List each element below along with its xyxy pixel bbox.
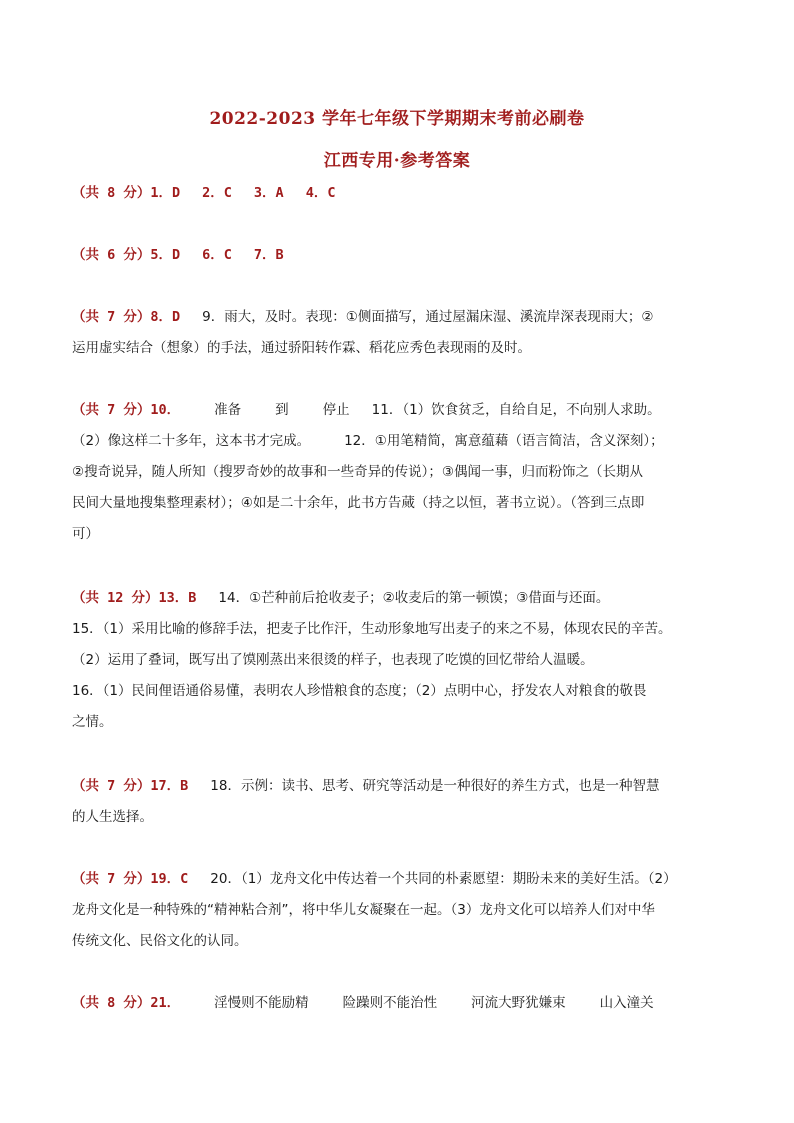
section-2-score: （共 6 分） xyxy=(72,247,151,263)
section-4-score: （共 7 分） xyxy=(72,402,151,418)
answer-13: 13．B xyxy=(158,590,197,606)
section-7 xyxy=(72,864,732,895)
section-4 xyxy=(72,395,732,426)
answer-16: 16．（1）民间俚语通俗易懂，表明农人珍惜粮食的态度；（2）点明中心，抒发农人对粮食的敬畏 xyxy=(72,683,647,699)
question-10: 10． xyxy=(150,402,181,418)
answer-16-part-2: 之情。 xyxy=(72,714,113,730)
answer-21-line-4: 山入潼关 xyxy=(599,995,654,1011)
answer-15: 15．（1）采用比喻的修辞手法，把麦子比作汗，生动形象地写出麦子的来之不易，体现农民的辛苦。 xyxy=(72,621,672,637)
answer-5: 5．D xyxy=(150,247,181,263)
answer-19: 19．C xyxy=(150,871,189,887)
section-3 xyxy=(72,302,732,333)
section-2 xyxy=(72,240,732,271)
section-4-line-3: ②搜奇说异，随人所知（搜罗奇妙的故事和一些奇异的传说）；③偶闻一事，归而粉饰之（长期从 xyxy=(72,464,643,480)
answer-18: 18．示例：读书、思考、研究等活动是一种很好的养生方式，也是一种智慧 xyxy=(210,778,660,794)
question-21: 21． xyxy=(150,995,181,1011)
section-6-line-2: 的人生选择。 xyxy=(72,809,153,825)
answer-4: 4．C xyxy=(305,185,336,201)
answer-20: 20．（1）龙舟文化中传达着一个共同的朴素愿望：期盼未来的美好生活。（2） xyxy=(210,871,677,887)
answer-11: 11．（1）饮食贫乏，自给自足，不向别人求助。 xyxy=(371,402,661,418)
answer-10-word-1: 准备 xyxy=(214,402,242,418)
answer-8: 8．D xyxy=(150,309,181,325)
answer-14: 14．①芒种前后抢收麦子；②收麦后的第一顿馍；③借面与还面。 xyxy=(218,590,610,606)
answer-11-part-2: （2）像这样二十多年，这本书才完成。 xyxy=(72,433,311,449)
answer-21-line-2: 险躁则不能治性 xyxy=(342,995,438,1011)
section-4-line-4: 民间大量地搜集整理素材）；④如是二十余年，此书方告蒇（持之以恒，著书立说）。（答到三点即 xyxy=(72,495,645,511)
answer-7: 7．B xyxy=(253,247,284,263)
section-3-score: （共 7 分） xyxy=(72,309,151,325)
answer-21-line-3: 河流大野犹嫌束 xyxy=(471,995,566,1011)
answer-12: 12．①用笔精简，寓意蕴藉（语言简洁，含义深刻）； xyxy=(344,433,664,449)
answer-21-line-1: 淫慢则不能励精 xyxy=(214,995,309,1011)
section-3-line-2: 运用虚实结合（想象）的手法，通过骄阳转作霖、稻花应秀色表现雨的及时。 xyxy=(72,340,531,356)
section-4-line-5: 可） xyxy=(72,526,99,542)
answer-15-part-2: （2）运用了叠词，既写出了馍刚蒸出来很烫的样子，也表现了吃馍的回忆带给人温暖。 xyxy=(72,652,594,668)
section-8-score: （共 8 分） xyxy=(72,995,151,1011)
answer-10-word-3: 停止 xyxy=(322,402,350,418)
section-4-line-2 xyxy=(72,426,732,457)
section-5-score: （共 12 分） xyxy=(72,590,159,606)
section-1-score: （共 8 分） xyxy=(72,185,151,201)
section-8 xyxy=(72,988,732,1019)
section-7-line-2: 龙舟文化是一种特殊的“精神粘合剂”，将中华儿女凝聚在一起。（3）龙舟文化可以培养人们对中华 xyxy=(72,902,655,918)
section-7-line-3: 传统文化、民俗文化的认同。 xyxy=(72,933,248,949)
page-subtitle: 江西专用·参考答案 xyxy=(323,151,471,171)
answer-9: 9．雨大，及时。表现：①侧面描写，通过屋漏床湿、溪流岸深表现雨大；② xyxy=(202,309,654,325)
section-6-score: （共 7 分） xyxy=(72,778,151,794)
section-6 xyxy=(72,771,732,802)
answer-2: 2．C xyxy=(202,185,232,201)
answer-1: 1．D xyxy=(150,185,181,201)
answer-3: 3．A xyxy=(253,185,284,201)
answer-6: 6．C xyxy=(202,247,232,263)
answer-17: 17．B xyxy=(150,778,189,794)
section-7-score: （共 7 分） xyxy=(72,871,151,887)
section-5 xyxy=(72,583,732,614)
section-1 xyxy=(72,178,732,209)
page-title: 2022-2023 学年七年级下学期期末考前必刷卷 xyxy=(209,109,585,129)
answer-10-word-2: 到 xyxy=(275,402,289,418)
